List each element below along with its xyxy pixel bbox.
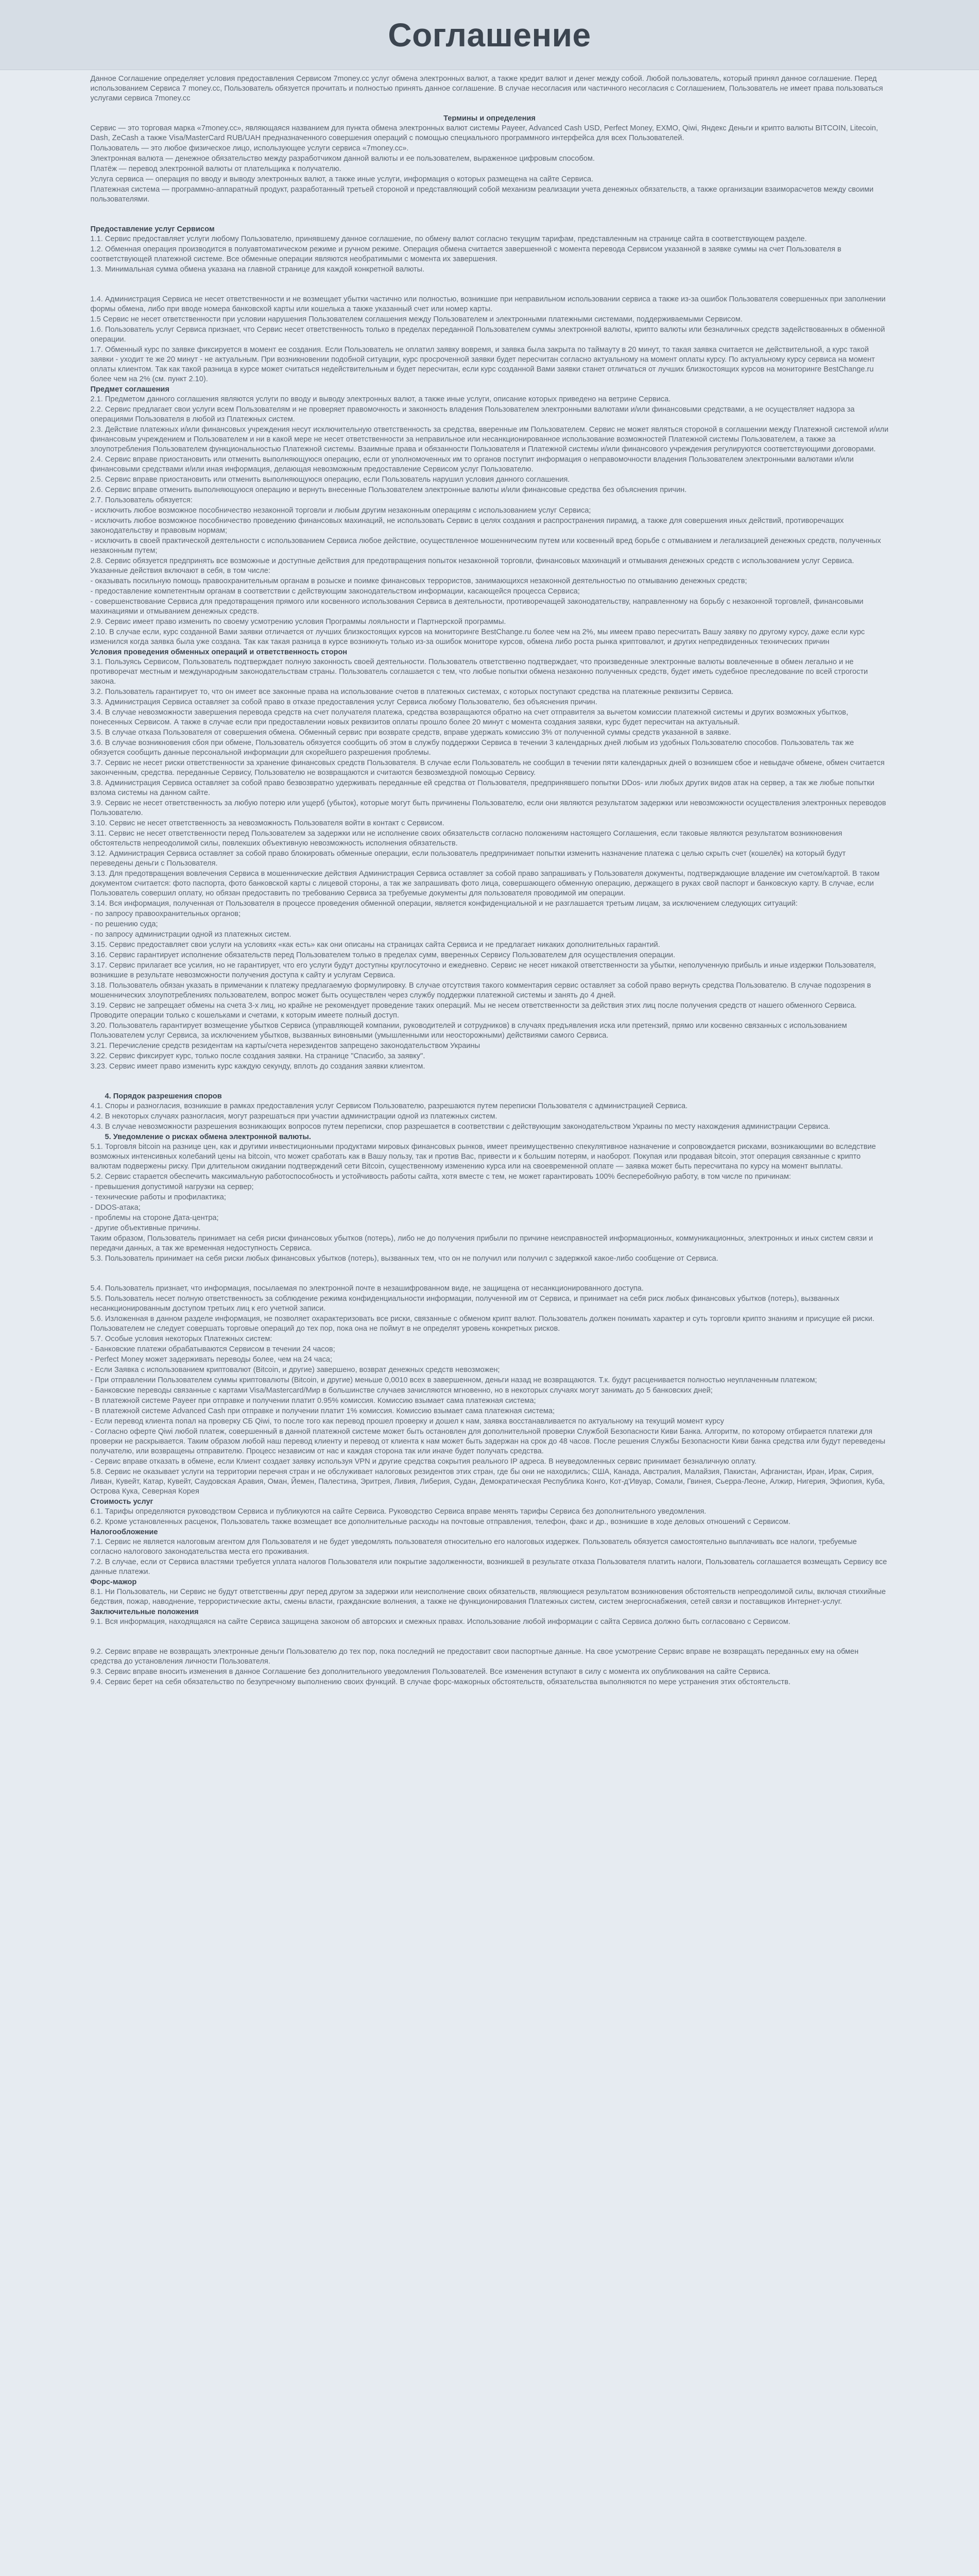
page-header — [0, 0, 979, 70]
section-heading: Предмет соглашения — [90, 385, 169, 394]
paragraph: - исключить любое возможное пособничество проведению финансовых махинаций, не использовать Сервис в целях создания и распространения пирамид, а также для совершения иных действий, противоречащих законодательству и правовым нормам; — [90, 517, 844, 535]
paragraph: 6.1. Тарифы определяются руководством Сервиса и публикуются на сайте Сервиса. Руководство Сервиса вправе менять тарифы Сервиса без дополнительного уведомления. — [90, 1507, 707, 1516]
paragraph: 3.5. В случае отказа Пользователя от совершения обмена. Обменный сервис при возврате средств, вправе удержать комиссию 3% от полученной суммы средств указанной в заявке. — [90, 728, 731, 737]
paragraph: 3.7. Сервис не несет риски ответственности за хранение финансовых средств Пользователя. В случае если Пользователь не сообщил в течении пяти календарных дней о возникшем сбое и невыдаче обмене, обмен считается законченным, средства. переданные Сервису, Пользователю не возвращаются и считаются безвозмездной помощью Сервису. — [90, 759, 885, 777]
paragraph: 5.3. Пользователь принимает на себя риски любых финансовых убытков (потерь), вызванных тем, что он не получил или получил с задержкой какое-либо сообщение от Сервиса. — [90, 1255, 718, 1263]
section-heading: Форс-мажор — [90, 1578, 137, 1586]
paragraph: 3.13. Для предотвращения вовлечения Сервиса в мошеннические действия Администрация Сервиса оставляет за собой право запрашивать у Пользователя документы, подтверждающие владение им счетом/картой. В таком документом считается: фото паспорта, фото банковской карты с лицевой стороны, а так же запрашивать фото лица, совершающего обменную операцию, держащего в руках свой паспорт и банковскую карту. В случае, если Пользователь совершил оплату, но обязан предоставить по требованию Сервиса за требуемые документы для пользователя проводимой им операции. — [90, 870, 880, 897]
paragraph: 5.8. Сервис не оказывает услуги на территории перечня стран и не обслуживает налоговых резидентов этих стран, где бы они не находились; США, Канада, Австралия, Малайзия, Пакистан, Афганистан, Иран, Ирак, Сирия, Ливан, Кувейт, Катар, Кувейт, Саудовская Аравия, Оман, Йемен, Палестина, Эритрея, Ливия, Либерия, Судан, Демократическая Республика Конго, Кот-д'Ивуар, Сомали, Гвинея, Сьерра-Леоне, Алжир, Нигерия, Эфиопия, Куба, Острова Кука, Северная Корея — [90, 1468, 885, 1496]
paragraph: 3.4. В случае невозможности завершения перевода средств на счет получателя платежа, средства возвращаются обратно на счет отправителя за вычетом комиссии платежной системы и других возможных убытков, понесенных Сервисом. А также в случае если при предоставлении новых реквизитов оплаты прошло более 20 минут с момента создания заявки, курс будет пересчитан на актуальный. — [90, 708, 848, 726]
paragraph: 2.2. Сервис предлагает свои услуги всем Пользователям и не проверяет правомочность и законность владения Пользователем электронными валютами и/или финансовыми средствами, а не осуществляет надзора за операциями Пользователя в любой из Платежных систем. — [90, 405, 855, 423]
paragraph: 3.6. В случае возникновения сбоя при обмене, Пользователь обязуется сообщить об этом в службу поддержки Сервиса в течении 3 календарных дней любым из удобных Пользователю способов. Пользователь так же обязуется сообщить данные персональной информации для скорейшего разрешения проблемы. — [90, 739, 854, 757]
paragraph: 2.4. Сервис вправе приостановить или отменить выполняющуюся операцию, если от уполномоченных им то органов поступит информация о неправомочности владения Пользователем электронными валютами и/или финансовыми средствами и/или иная информация, делающая невозможным предоставление Сервисом услуг Пользователю. — [90, 455, 854, 473]
paragraph: Услуга сервиса — операция по вводу и выводу электронных валют, а также иные услуги, информация о которых размещена на сайте Сервиса. — [90, 175, 594, 183]
paragraph: - Perfect Money может задерживать переводы более, чем на 24 часа; — [90, 1355, 333, 1364]
paragraph: - Согласно оферте Qiwi любой платеж, совершенный в данной платежной системе может быть остановлен для дополнительной проверки Службой Безопасности Киви Банка. Алгоритм, по которому отбирается платежи для проверки не раскрывается. Таким образом любой наш перевод клиенту и перевод от клиента к нам может быть задержан на срок до 48 часов. После решения Службы Безопасности Киви банка средства или будут переведены получателю, или возвращены отправителю. Процесс независим от нас и каждая сторона так или иначе будет получать средства. — [90, 1428, 886, 1455]
section-heading: Предоставление услуг Сервисом — [90, 225, 215, 233]
paragraph: 4.3. В случае невозможности разрешения возникающих вопросов путем переписки, спор разрешается в соответствии с действующим законодательством Украины по месту нахождения администрации Сервиса. — [90, 1123, 831, 1131]
paragraph-spacer — [91, 1274, 889, 1284]
paragraph: - предоставление компетентным органам в соответствии с действующим законодательством информации, касающейся процесса Сервиса; — [90, 587, 580, 596]
paragraph: 1.4. Администрация Сервиса не несет ответственности и не возмещает убытки частично или полностью, возникшие при неправильном использовании сервиса а также из-за ошибок Пользователя совершенных при заполнении формы обмена, либо при вводе номера банковской карты или кошелька а также указанный счет или номер карты. — [90, 295, 886, 313]
paragraph: Платёж — перевод электронной валюты от плательщика к получателю. — [90, 165, 341, 173]
section-heading: 5. Уведомление о рисках обмена электронной валюты. — [105, 1133, 311, 1141]
paragraph-spacer — [91, 1637, 889, 1647]
paragraph: 4.2. В некоторых случаях разногласия, могут разрешаться при участии администрации одной из платежных систем. — [90, 1112, 497, 1121]
paragraph: 2.9. Сервис имеет право изменить по своему усмотрению условия Программы лояльности и Партнерской программы. — [90, 618, 506, 626]
section-title: Термины и определения — [443, 114, 536, 123]
paragraph: 3.19. Сервис не запрещает обмены на счета 3-х лиц, но крайне не рекомендует проведение таких операций. Мы не несем ответственности за действия этих лиц после получения средств от нашего обменного Сервиса. Проводите операции только с кошельками и счетами, к которым имеете полный доступ. — [90, 1002, 857, 1020]
paragraph: 5.4. Пользователь признает, что информация, посылаемая по электронной почте в незашифрованном виде, не защищена от несанкционированного доступа. — [90, 1284, 644, 1293]
paragraph: 9.3. Сервис вправе вносить изменения в данное Соглашение без дополнительного уведомления Пользователей. Все изменения вступают в силу с момента их опубликования на сайте Сервиса. — [90, 1668, 771, 1676]
section-heading: Стоимость услуг — [90, 1498, 153, 1506]
paragraph: 4.1. Споры и разногласия, возникшие в рамках предоставления услуг Сервисом Пользователю, разрешаются путем переписки Пользователя с администрацией Сервиса. — [90, 1102, 688, 1110]
paragraph: 1.5 Сервис не несет ответственности при условии нарушения Пользователем соглашения между Пользователем и электронными платежными системами, поддерживаемыми Сервисом. — [90, 315, 743, 324]
paragraph: 3.23. Сервис имеет право изменить курс каждую секунду, вплоть до создания заявки клиентом. — [90, 1062, 425, 1071]
paragraph: - совершенствование Сервиса для предотвращения прямого или косвенного использования Сервиса в деятельности, противоречащей законодательству, направленному на борьбу с незаконной торговлей, финансовыми махинациями и отмыванием денежных средств. — [90, 598, 864, 616]
paragraph-spacer — [91, 1628, 889, 1637]
paragraph: 7.2. В случае, если от Сервиса властями требуется уплата налогов Пользователя или покрытие задолженности, возникшей в результате отказа Пользователя платить налоги, Пользователь соглашается возмещать Сервису все данные платежи. — [90, 1558, 887, 1576]
paragraph: 9.1. Вся информация, находящаяся на сайте Сервиса защищена законом об авторских и смежных правах. Использование любой информации с сайта Сервиса должно быть согласовано с Сервисом. — [90, 1618, 791, 1626]
section-heading: 4. Порядок разрешения споров — [105, 1092, 222, 1100]
paragraph: - Банковские переводы связанные с картами Visa/Mastercard/Мир в большинстве случаев зачисляются мгновенно, но в некоторых случаях могут занимать до 5 банковских дней; — [90, 1386, 713, 1395]
paragraph: 3.20. Пользователь гарантирует возмещение убытков Сервиса (управляющей компании, руководителей и сотрудников) в случаях предъявления иска или претензий, прямо или косвенно связанных с использованием Пользователем услуг Сервиса, за исключением убытков, вызванных виновными (умышленными или неосторожными) действиями самого Сервиса. — [90, 1022, 847, 1040]
paragraph: - В платежной системе Advanced Cash при отправке и получении платит 1% комиссия. Комиссию взымает сама платежная система; — [90, 1407, 555, 1415]
paragraph: 1.7. Обменный курс по заявке фиксируется в момент ее создания. Если Пользователь не оплатил заявку вовремя, и заявка была закрыта по таймауту в 20 минут, то такая заявка считается не действительной, а курс такой заявки - уходит те же 20 минут - не актуальным. При возникновении подобной ситуации, курс просроченной заявки будет пересчитан согласно актуальному на момент оплаты курсу. По актуальному курсу сервиса на момент оплаты клиентом. Так как такой разница в курсе может считаться недействительным и будет пересчитан, если курс созданной Вами заявки станет отличаться от лучших близкостоящих курсов на мониторинге BestChange.ru более чем на 2% (см. пункт 2.10). — [90, 346, 875, 383]
paragraph: 1.6. Пользователь услуг Сервиса признает, что Сервис несет ответственность только в пределах переданной Пользователем суммы электронной валюты, крипто валюты или безналичных средств задействованных в обменной операции. — [90, 326, 885, 344]
paragraph-spacer — [91, 205, 889, 215]
paragraph: Платежная система — программно-аппаратный продукт, разработанный третьей стороной и представляющий собой механизм реализации учета денежных обязательств, а также организации взаиморасчетов между своими пользователями. — [90, 185, 874, 204]
paragraph: - Банковские платежи обрабатываются Сервисом в течении 24 часов; — [90, 1345, 335, 1353]
paragraph-spacer — [91, 275, 889, 285]
paragraph: Пользователь — это любое физическое лицо, использующее услуги сервиса «7money.cc». — [90, 144, 409, 152]
paragraph: - В платежной системе Payeer при отправке и получении платит 0.95% комиссия. Комиссию взымает сама платежная система; — [90, 1397, 536, 1405]
paragraph: 3.14. Вся информация, полученная от Пользователя в процессе проведения обменной операции, является конфиденциальной и не разглашается третьим лицам, за исключением следующих ситуаций: — [90, 900, 798, 908]
paragraph: - исключить любое возможное пособничество незаконной торговли и любым другим незаконным операциям с использованием услуг Сервиса; — [90, 506, 591, 515]
section-heading: Условия проведения обменных операций и ответственность сторон — [90, 648, 348, 656]
paragraph-spacer — [91, 1082, 889, 1092]
paragraph-spacer — [91, 104, 889, 114]
section-heading: Налогообложение — [90, 1528, 158, 1536]
paragraph: 5.7. Особые условия некоторых Платежных систем: — [90, 1335, 272, 1343]
paragraph: - технические работы и профилактика; — [90, 1193, 226, 1201]
paragraph: 5.5. Пользователь несет полную ответственность за соблюдение режима конфиденциальности информации, полученной им от Сервиса, и принимает на себя риск любых финансовых убытков (потерь), вызванных несанкционированным доступом третьих лиц к его учетной записи. — [90, 1295, 839, 1313]
paragraph: 5.6. Изложенная в данном разделе информация, не позволяет охарактеризовать все риски, связанные с обменом крипт валют. Пользователь должен понимать характер и суть торговли крипто знаниям и присущие ей риски. Пользователем не следует совершать торговые операций до тех пор, пока она не поймут в не определят уровень конкретных рисков. — [90, 1315, 874, 1333]
paragraph: 3.21. Перечисление средств резидентам на карты/счета нерезидентов запрещено законодательством Украины — [90, 1042, 480, 1050]
paragraph-spacer — [91, 285, 889, 295]
paragraph: 3.12. Администрация Сервиса оставляет за собой право блокировать обменные операции, если пользователь предпринимает попытки изменить назначение платежа с целью скрыть счет (кошелёк) на который будут переведены деньги с Пользователя. — [90, 850, 846, 868]
paragraph: - по запросу правоохранительных органов; — [90, 910, 241, 918]
paragraph: 3.9. Сервис не несет ответственность за любую потерю или ущерб (убыток), которые могут быть причинены Пользователю, если они являются результатом задержки или невозможности осуществления электронных переводов Пользователю. — [90, 799, 886, 817]
paragraph: 3.3. Администрация Сервиса оставляет за собой право в отказе предоставления услуг Сервиса любому Пользователю, без объяснения причин. — [90, 698, 597, 706]
paragraph: 9.4. Сервис берет на себя обязательство по безупречному выполнению своих функций. В случае форс-мажорных обстоятельств, обязательства выполняются по мере устранения этих обстоятельств. — [90, 1678, 791, 1686]
paragraph: Электронная валюта — денежное обязательство между разработчиком данной валюты и ее пользователем, выраженное цифровым способом. — [90, 155, 595, 163]
paragraph: 9.2. Сервис вправе не возвращать электронные деньги Пользователю до тех пор, пока последний не предоставит свои паспортные данные. На свое усмотрение Сервис вправе не возвращать переданных ему на обмен средства до установления личности Пользователя. — [90, 1648, 859, 1666]
paragraph: - Если Заявка с использованием криптовалют (Bitcoin, и другие) завершено, возврат денежных средств невозможен; — [90, 1366, 500, 1374]
paragraph: 2.5. Сервис вправе приостановить или отменить выполняющуюся операцию, если Пользователь нарушил условия данного соглашения. — [90, 476, 570, 484]
paragraph: Данное Соглашение определяет условия предоставления Сервисом 7money.cc услуг обмена электронных валют, а также кредит валют и денег между собой. Любой пользователь, который принял данное соглашение. Перед использованием Сервиса 7 money.cc, Пользователь обязуется прочитать и полностью принять данное соглашение. В случае несогласия или частичного несогласия с Соглашением, Пользователь не имеет права пользоваться услугами сервиса 7money.cc — [90, 75, 883, 103]
paragraph: - другие объективные причины. — [90, 1224, 201, 1232]
paragraph: 2.6. Сервис вправе отменить выполняющуюся операцию и вернуть внесенные Пользователем электронные валюты и/или финансовые средства без объяснения причин. — [90, 486, 687, 494]
paragraph: 3.22. Сервис фиксирует курс, только после создания заявки. На странице "Спасибо, за заявку". — [90, 1052, 425, 1060]
paragraph: - оказывать посильную помощь правоохранительным органам в розыске и поимке финансовых террористов, занимающихся незаконной деятельностью по отмыванию денежных средств; — [90, 577, 747, 585]
paragraph: 1.3. Минимальная сумма обмена указана на главной странице для каждой конкретной валюты. — [90, 265, 425, 274]
paragraph: - Сервис вправе отказать в обмене, если Клиент создает заявку используя VPN и другие средства сокрытия реального IP адреса. В неуведомленных сервис принимает безналичную оплату. — [90, 1458, 757, 1466]
paragraph: 3.1. Пользуясь Сервисом, Пользователь подтверждает полную законность своей деятельности. Пользователь ответственно подтверждает, что произведенные электронные валюты вовлеченные в обмен легально и не противоречат местным и международным законодательствам страны. Пользователь соглашается с тем, что любые попытки обмена незаконно полученных средств, будет иметь судебное преследование по всей строгости закона. — [90, 658, 868, 686]
paragraph: - исключить в своей практической деятельности с использованием Сервиса любое действие, осуществленное мошенническим путем или косвенный вред борьбе с отмыванием и легализацией денежных средств, полученных незаконным путем; — [90, 537, 881, 555]
paragraph: 5.1. Торговля bitcoin на разнице цен, как и другими инвестиционными продуктами мировых финансовых рынков, имеет преимущественно спекулятивное назначение и сопровождается рисками, возникающими во вследствие возможных интенсивных колебаний цены на bitcoin, что может сработать как в Вашу пользу, так и против Вас, привести и к большим потерям, и наоборот. Покупая или продавая bitcoin, этот операция связанные с крипто валютам подвержены риску. При длительном ожидании подтверждений сети Bitcoin, существенному изменению курса или на своевременной оплате — заявка может быть пересчитана по курсу на момент выплаты. — [90, 1143, 876, 1171]
paragraph: 3.16. Сервис гарантирует исполнение обязательств перед Пользователем только в пределах сумм, вверенных Сервису Пользователем для осуществления операции. — [90, 951, 676, 959]
paragraph: - по запросу администрации одной из платежных систем. — [90, 930, 291, 939]
paragraph: - DDOS-атака; — [90, 1204, 141, 1212]
paragraph: Таким образом, Пользователь принимает на себя риски финансовых убытков (потерь), либо не до получения прибыли по причине неисправностей информационных, коммуникационных, электронных и иных систем связи и передачи данных, а так же временная недоступность Сервиса. — [90, 1234, 873, 1252]
section-heading: Заключительные положения — [90, 1608, 199, 1616]
paragraph: 3.8. Администрация Сервиса оставляет за собой право безвозвратно удерживать переданные ей средства от Пользователя, предпринявшего попытки DDos- или любых других видов атак на сервер, а так же любые попытки взлома системы на данном сайте. — [90, 779, 874, 797]
paragraph-spacer — [91, 1264, 889, 1274]
paragraph: 6.2. Кроме установленных расценок, Пользователь также возмещает все дополнительные расходы на почтовые отправления, телефон, факс и др., возникшие в ходе деловых отношений с Сервисом. — [90, 1518, 791, 1526]
paragraph: - по решению суда; — [90, 920, 158, 928]
paragraph: 3.15. Сервис предоставляет свои услуги на условиях «как есть» как они описаны на страницах сайта Сервиса и не предлагает никаких дополнительных гарантий. — [90, 941, 660, 949]
paragraph: 2.3. Действие платежных и/или финансовых учреждения несут исключительную ответственность за средства, вверенные им Пользователем. Сервис не может являться стороной в соглашении между Платежной системой и/или финансовым учреждением и Пользователем и ни в какой мере не несет ответственности за неправильное или несанкционированное использование возможностей Платежной системы Пользователем, а также за злоупотребления Пользователем функциональностью Платежной системы. Взаимные права и обязанности Пользователя и Платежной системы и/или финансового учреждения регулируются соответствующими договорами. — [90, 426, 889, 453]
paragraph: 3.18. Пользователь обязан указать в примечании к платежу предлагаемую формулировку. В случае отсутствия такого комментария сервис оставляет за собой право вернуть средства Пользователю. В случае подозрения в мошеннических злоупотреблениях пользователем, вопрос может быть осуществлен через службу поддержки платежной системы и занять до 4 дней. — [90, 981, 871, 999]
paragraph: 2.8. Сервис обязуется предпринять все возможные и доступные действия для предотвращения попыток незаконной торговли, финансовых махинаций и отмывания денежных средств с использованием услуг Сервиса. Указанные действия включают в себя, в том числе: — [90, 557, 854, 575]
paragraph: 2.7. Пользователь обязуется: — [90, 496, 193, 504]
paragraph: 3.17. Сервис прилагает все усилия, но не гарантирует, что его услуги будут доступны круглосуточно и ежедневно. Сервис не несет никакой ответственности за убытки, неполученную прибыль и иные издержки Пользователя, возникшие в результате невозможности получения доступа к сайту и услугам Сервиса. — [90, 961, 876, 979]
paragraph-spacer — [91, 215, 889, 225]
paragraph: 1.2. Обменная операция производится в полуавтоматическом режиме и ручном режиме. Операция обмена считается завершенной с момента перевода Сервисом указанной в заявке суммы на счет Пользователя в соответствующей платежной системе. Все обменные операции являются необратимыми с момента их завершения. — [90, 245, 841, 263]
paragraph: Сервис — это торговая марка «7money.cc», являющаяся названием для пункта обмена электронных валют системы Payeer, Advanced Cash USD, Perfect Money, EXMO, Qiwi, Яндекс Деньги и крипто валюты BITCOIN, Litecoin, Dash, ZeCash а также Visa/MasterCard RUB/UAH предназначенного совершения операций с помощью специального программного интерфейса для всех Пользователей. — [90, 124, 878, 142]
page-title: Соглашение — [388, 16, 591, 54]
paragraph: - Если перевод клиента попал на проверку СБ Qiwi, то после того как перевод прошел проверку и дошел к нам, заявка восстанавливается по актуальному на текущий момент курсу — [90, 1417, 724, 1426]
paragraph: 3.2. Пользователь гарантирует то, что он имеет все законные права на использование счетов в платежных системах, с которых поступают средства на платежные реквизиты Сервиса. — [90, 688, 734, 696]
paragraph: 5.2. Сервис старается обеспечить максимальную работоспособность и устойчивость работы сайта, хотя вместе с тем, не может гарантировать 100% бесперебойную работу, в том числе по причинам: — [90, 1173, 791, 1181]
paragraph: 3.11. Сервис не несет ответственности перед Пользователем за задержки или не исполнение своих обязательств согласно положениям настоящего Соглашения, если таковые являются результатом возникновения обстоятельств непреодолимой силы, повлекших объективную невозможность исполнения обязательств. — [90, 829, 843, 848]
paragraph: 1.1. Сервис предоставляет услуги любому Пользователю, принявшему данное соглашение, по обмену валют согласно текущим тарифам, представленным на странице сайта в соответствующем разделе. — [90, 235, 807, 243]
paragraph: 2.1. Предметом данного соглашения являются услуги по вводу и выводу электронных валют, а также иные услуги, описание которых приведено на ветрине Сервиса. — [90, 395, 671, 403]
paragraph: - При отправлении Пользователем суммы криптовалюты (Bitcoin, и другие) меньше 0,0010 всех в завершенном, деньги назад не возвращаются. Т.к. будут расценивается полностью неуплаченным платежом; — [90, 1376, 817, 1384]
paragraph: 8.1. Ни Пользователь, ни Сервис не будут ответственны друг перед другом за задержки или неисполнение своих обязательств, являющиеся результатом возникновения обстоятельств непреодолимой силы, включая стихийные бедствия, пожар, наводнение, террористические акты, смены власти, гражданские волнения, а также не функционирования Платежных систем, систем энергоснабжения, сетей связи и поставщиков Интернет-услуг. — [90, 1588, 886, 1606]
paragraph: - проблемы на стороне Дата-центра; — [90, 1214, 219, 1222]
paragraph-spacer — [91, 1072, 889, 1082]
paragraph: 2.10. В случае если, курс созданной Вами заявки отличается от лучших близкостоящих курсов на мониторинге BestChange.ru более чем на 2%, мы имеем право пересчитать Вашу заявку по другому курсу, даже если курс изменился когда заявка была уже создана. Так как такая разница в курсе возникнуть только из-за ошибок мониторе курсов, обмена либо роста рынка криптовалют, и других непредвиденных технических причин — [90, 628, 865, 646]
paragraph: 3.10. Сервис не несет ответственность за невозможность Пользователя войти в контакт с Сервисом. — [90, 819, 444, 827]
agreement-text — [91, 70, 889, 1687]
paragraph: 7.1. Сервис не является налоговым агентом для Пользователя и не будет уведомлять пользователя относительно его налоговых издержек. Пользователь обязуется самостоятельно выплачивать все налоги, требуемые согласно налогового законодательства места его проживания. — [90, 1538, 857, 1556]
paragraph: - превышения допустимой нагрузки на сервер; — [90, 1183, 254, 1191]
